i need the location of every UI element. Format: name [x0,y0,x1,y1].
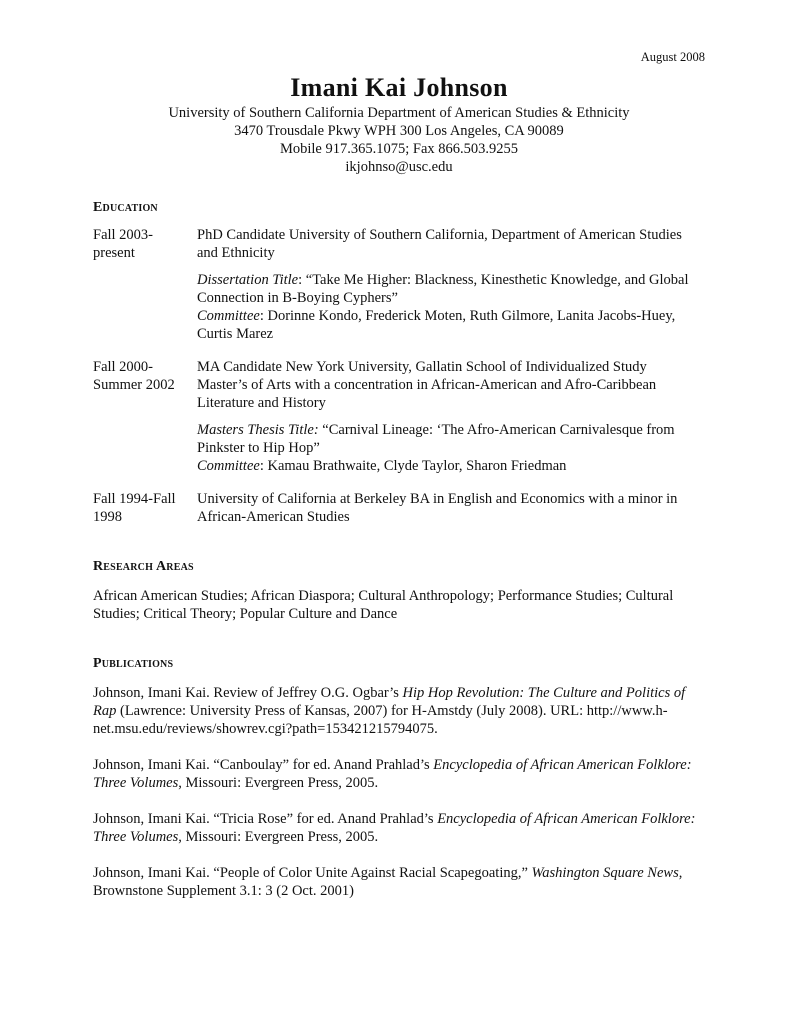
education-entry [93,226,705,352]
committee-members: : Dorinne Kondo, Frederick Moten, Ruth Gilmore, Lanita Jacobs-Huey, Curtis Marez [197,308,676,342]
thesis-label: Dissertation Title [197,272,299,288]
publication-item: Johnson, Imani Kai. Review of Jeffrey O.G. Ogbar’s Hip Hop Revolution: The Culture and Politics of Rap (Lawrence: University Press of Kansas, 2007) for H-Amstdy (July 2008). URL: http://www.h-net.msu.edu/reviews/showrev.cgi?path=153421215794075. [93,685,686,737]
committee-label: Committee [197,458,260,474]
document-date: August 2008 [640,50,705,64]
publication-title: Hip Hop Revolution: The Culture and Politics of Rap [93,685,686,719]
education-dates: Fall 2003-present [93,227,154,261]
education-degree: MA Candidate New York University, Gallatin School of Individualized Study Master’s of Arts with a concentration in African-American and Afro-Caribbean Literature and History [197,359,657,411]
education-degree: University of California at Berkeley BA in English and Economics with a minor in African-American Studies [197,491,678,525]
research-section [93,559,705,623]
section-title-research: Research Areas [93,559,194,574]
thesis-title: : “Take Me Higher: Blackness, Kinesthetic Knowledge, and Global Connection in B-Boying Cyphers” [197,272,689,306]
education-thesis [197,271,705,343]
publications-section [93,656,705,900]
cv-header [93,72,705,176]
publication-item: Johnson, Imani Kai. “Tricia Rose” for ed. Anand Prahlad’s Encyclopedia of African American Folklore: Three Volumes, Missouri: Evergreen Press, 2005. [93,811,696,845]
research-areas-text: African American Studies; African Diaspora; Cultural Anthropology; Performance Studies; Cultural Studies; Critical Theory; Popular Culture and Dance [93,588,674,622]
phone-fax: Mobile 917.365.1075; Fax 866.503.9255 [279,141,519,157]
education-dates: Fall 2000-Summer 2002 [93,359,175,393]
education-section [93,200,705,535]
publication-title: Washington Square News [531,865,679,881]
education-dates: Fall 1994-Fall 1998 [93,491,176,525]
email-address: ikjohnso@usc.edu [345,159,453,175]
publication-item: Johnson, Imani Kai. “People of Color Unite Against Racial Scapegoating,” Washington Square News, Brownstone Supplement 3.1: 3 (2 Oct. 2001) [93,865,683,899]
address: 3470 Trousdale Pkwy WPH 300 Los Angeles, CA 90089 [234,123,564,139]
education-thesis [197,421,705,475]
publication-title: Encyclopedia of African American Folklore: Three Volumes [93,757,692,791]
person-name: Imani Kai Johnson [290,73,508,102]
education-degree: PhD Candidate University of Southern California, Department of American Studies and Ethnicity [197,227,682,261]
committee-members: : Kamau Brathwaite, Clyde Taylor, Sharon Friedman [259,458,567,474]
publication-title: Encyclopedia of African American Folklore: Three Volumes [93,811,696,845]
section-title-publications: Publications [93,656,174,671]
section-title-education: Education [93,200,158,215]
education-entry [93,358,705,484]
affiliation: University of Southern California Department of American Studies & Ethnicity [168,105,630,121]
thesis-label: Masters Thesis Title: [197,422,319,438]
publication-item: Johnson, Imani Kai. “Canboulay” for ed. Anand Prahlad’s Encyclopedia of African American Folklore: Three Volumes, Missouri: Evergreen Press, 2005. [93,757,692,791]
education-entry [93,490,705,535]
committee-label: Committee [197,308,260,324]
thesis-title: “Carnival Lineage: ‘The Afro-American Carnivalesque from Pinkster to Hip Hop” [197,422,675,456]
